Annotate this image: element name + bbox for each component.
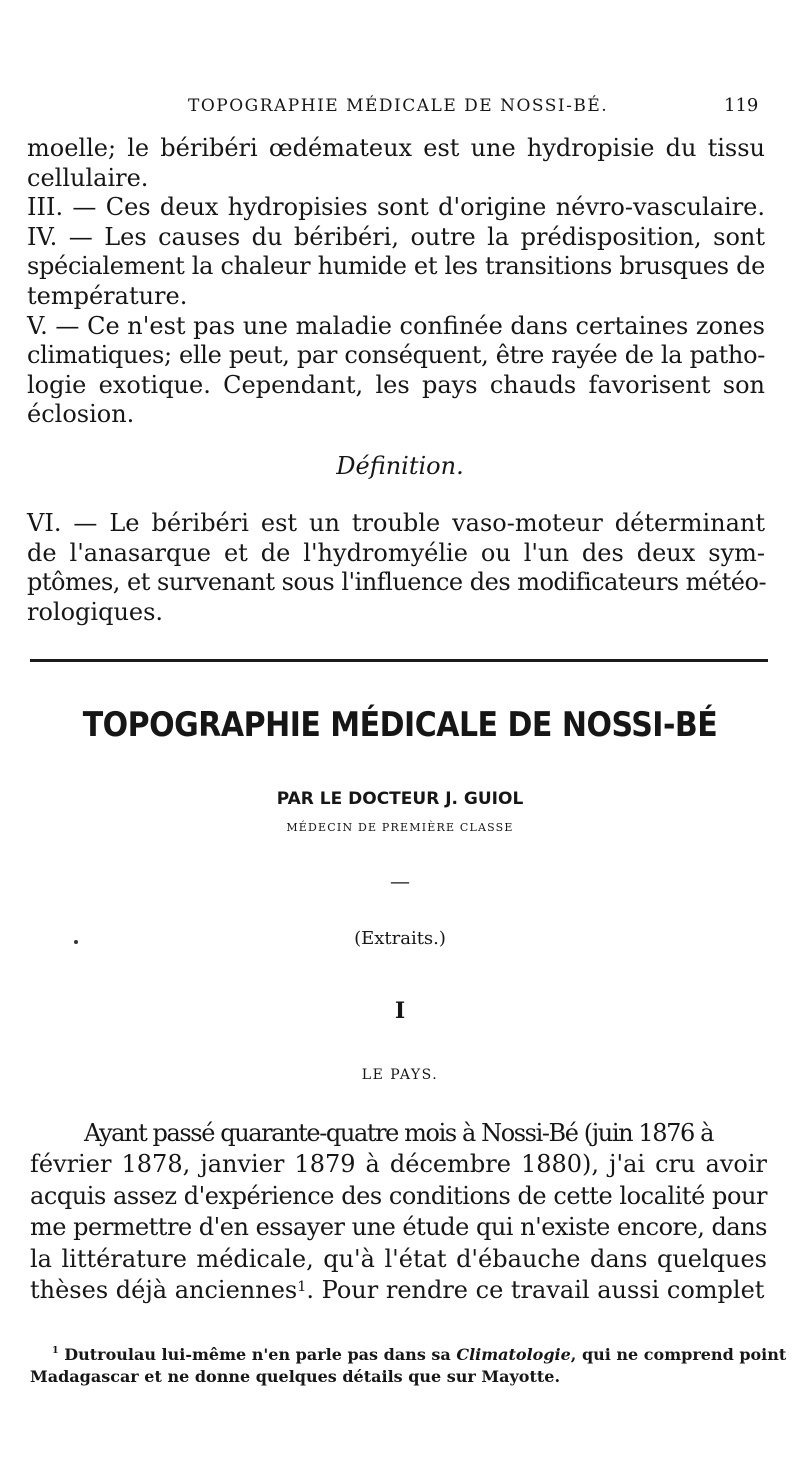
- ink-speck: [74, 940, 78, 944]
- text-line: ptômes, et survenant sous l'influence des modificateurs météo-: [27, 568, 767, 597]
- article-body: [30, 1118, 767, 1306]
- text-line: février 1878, janvier 1879 à décembre 1880), j'ai cru avoir: [30, 1150, 767, 1179]
- footnote-line: Madagascar et ne donne quelques détails que sur Mayotte.: [30, 1367, 561, 1386]
- text-fragment: thèses déjà anciennes: [30, 1276, 298, 1305]
- text-line: éclosion.: [27, 400, 135, 429]
- text-line: climatiques; elle peut, par conséquent, être rayée de la patho-: [27, 341, 765, 370]
- definition-heading: Définition.: [336, 452, 464, 480]
- author-title: MÉDECIN DE PREMIÈRE CLASSE: [286, 821, 514, 834]
- text-line: cellulaire.: [27, 163, 149, 192]
- separator-dash: —: [390, 869, 410, 893]
- text-line: III. — Ces deux hydropisies sont d'origine névro-vasculaire.: [27, 193, 765, 222]
- text-line-with-footnote: thèses déjà anciennes$^1$. Pour rendre ce travail aussi complet: [30, 1276, 765, 1305]
- text-line: température.: [27, 281, 188, 310]
- conclusions-paragraphs: [27, 134, 765, 430]
- text-line: rologiques.: [27, 597, 164, 626]
- text-line: moelle; le béribéri œdémateux est une hydropisie du tissu: [27, 134, 765, 162]
- text-line: V. — Ce n'est pas une maladie confinée dans certaines zones: [27, 311, 765, 340]
- article-title: TOPOGRAPHIE MÉDICALE DE NOSSI-BÉ: [82, 705, 718, 746]
- article-author: PAR LE DOCTEUR J. GUIOL: [276, 789, 524, 809]
- footnote: [30, 1344, 787, 1388]
- footnote-text: Dutroulau lui-même n'en parle pas dans sa: [64, 1345, 457, 1364]
- extracts-note: (Extraits.): [354, 928, 446, 949]
- section-number: I: [394, 998, 406, 1024]
- running-head: [0, 94, 800, 118]
- page-number: 119: [724, 95, 759, 116]
- section-divider-rule: [30, 659, 768, 662]
- footnote-line: [30, 1344, 787, 1366]
- text-line: VI. — Le béribéri est un trouble vaso-moteur déterminant: [27, 509, 765, 537]
- text-line: acquis assez d'expérience des conditions de cette localité pour: [30, 1181, 767, 1210]
- text-fragment: Pour rendre ce travail aussi complet: [321, 1276, 765, 1305]
- text-line: spécialement la chaleur humide et les transitions brusques de: [27, 252, 766, 281]
- footnote-reference[interactable]: 1: [297, 1279, 307, 1296]
- text-line: Ayant passé quarante-quatre mois à Nossi-Bé (juin 1876 à: [84, 1119, 713, 1147]
- definition-paragraph: [27, 509, 765, 627]
- text-line: logie exotique. Cependant, les pays chauds favorisent son: [27, 370, 765, 399]
- running-title: TOPOGRAPHIE MÉDICALE DE NOSSI-BÉ.: [188, 96, 609, 116]
- text-line: me permettre d'en essayer une étude qui n'existe encore, dans: [30, 1213, 767, 1242]
- text-line: la littérature médicale, qu'à l'état d'ébauche dans quelques: [30, 1244, 767, 1273]
- book-title: Climatologie: [456, 1345, 571, 1364]
- footnote-text: , qui ne comprend point: [570, 1345, 787, 1364]
- section-title: LE PAYS.: [361, 1067, 439, 1083]
- footnote-marker: 1: [52, 1345, 59, 1356]
- text-line: de l'anasarque et de l'hydromyélie ou l'un des deux sym-: [27, 538, 765, 567]
- text-line: IV. — Les causes du béribéri, outre la prédisposition, sont: [27, 222, 765, 251]
